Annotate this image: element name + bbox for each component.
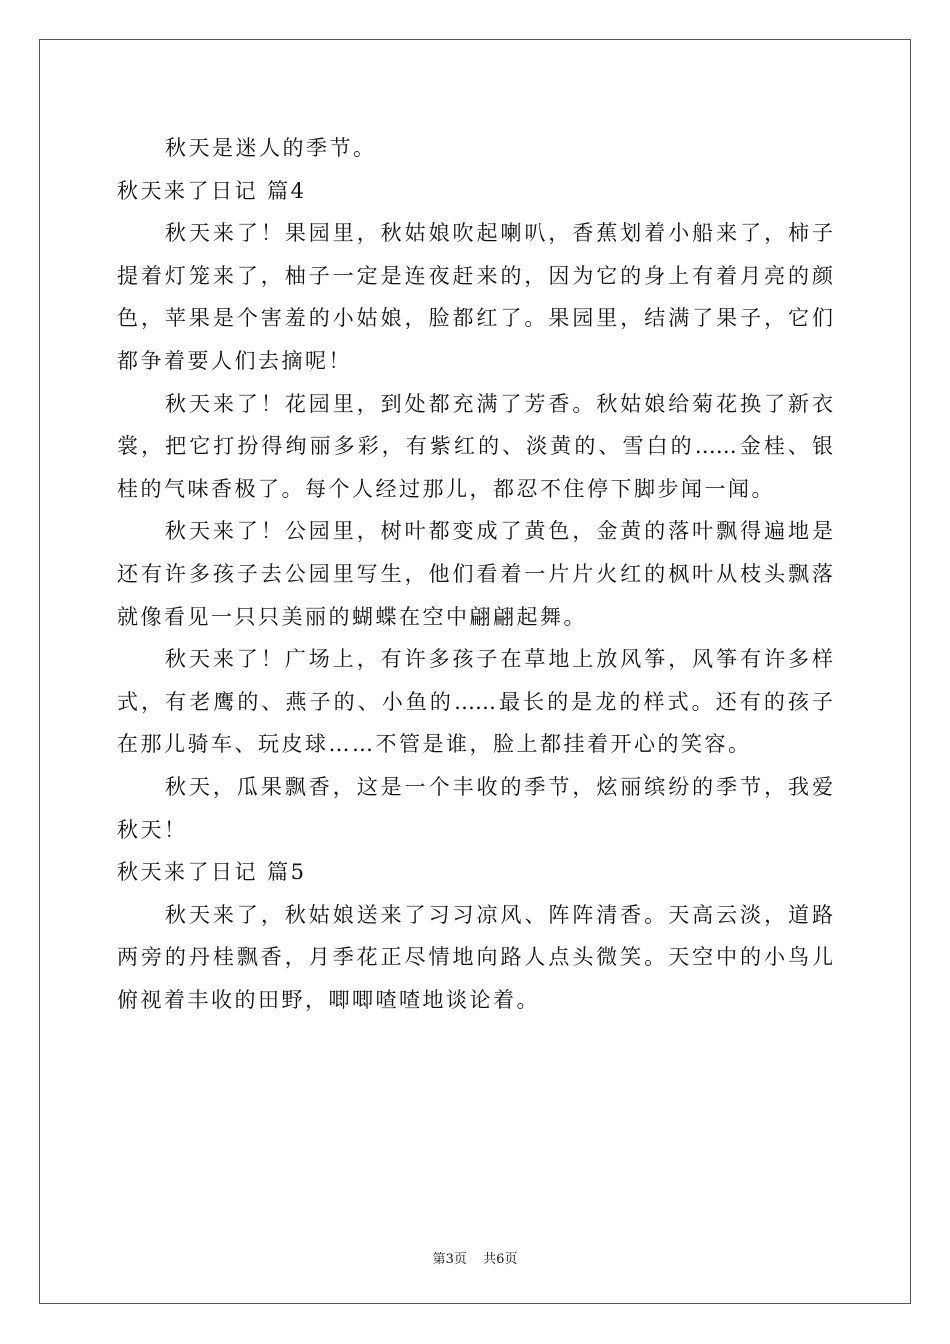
text-line: 就像看见一只只美丽的蝴蝶在空中翩翩起舞。: [117, 604, 587, 629]
text-line: 还有许多孩子去公园里写生，他们看着一片片火红的枫叶从枝头飘落: [117, 561, 833, 586]
section-heading: 秋天来了日记 篇4: [117, 178, 307, 203]
text-line: 秋天，瓜果飘香，这是一个丰收的季节，炫丽缤纷的季节，我爱: [165, 774, 833, 799]
text-line: 桂的气味香极了。每个人经过那儿，都忍不住停下脚步闻一闻。: [117, 476, 775, 501]
text-line: 都争着要人们去摘呢！: [117, 348, 352, 373]
total-pages: 共6页: [483, 1252, 518, 1267]
text-line: 裳，把它打扮得绚丽多彩，有紫红的、淡黄的、雪白的……金桂、银: [117, 434, 833, 459]
paragraph: [117, 766, 833, 851]
text-line: 两旁的丹桂飘香，月季花正尽情地向路人点头微笑。天空中的小鸟儿: [117, 945, 833, 970]
paragraph: [117, 638, 833, 766]
text-line: 式，有老鹰的、燕子的、小鱼的……最长的是龙的样式。还有的孩子: [117, 689, 833, 714]
section-heading: 秋天来了日记 篇5: [117, 860, 307, 885]
text-line: 秋天来了！果园里，秋姑娘吹起喇叭，香蕉划着小船来了，柿子: [165, 221, 833, 246]
text-line: 秋天来了！公园里，树叶都变成了黄色，金黄的落叶飘得遍地是: [165, 519, 833, 544]
text-line: 秋天来了！广场上，有许多孩子在草地上放风筝，风筝有许多样: [165, 647, 833, 672]
text-line: 在那儿骑车、玩皮球……不管是谁，脸上都挂着开心的笑容。: [117, 732, 752, 757]
text-line: 秋天是迷人的季节。: [165, 136, 377, 160]
document-body: [117, 127, 833, 1021]
paragraph: [117, 510, 833, 638]
page-number: 第3页: [432, 1252, 467, 1267]
text-line: 秋天！: [117, 817, 188, 842]
page-footer: [0, 1248, 950, 1267]
paragraph: [117, 383, 833, 511]
text-line: 提着灯笼来了，柚子一定是连夜赶来的，因为它的身上有着月亮的颜: [117, 263, 833, 288]
text-line: 秋天来了，秋姑娘送来了习习凉风、阵阵清香。天高云淡，道路: [165, 902, 833, 927]
text-line: 秋天来了！花园里，到处都充满了芳香。秋姑娘给菊花换了新衣: [165, 391, 833, 416]
text-line: 色，苹果是个害羞的小姑娘，脸都红了。果园里，结满了果子，它们: [117, 306, 833, 331]
text-line: 俯视着丰收的田野，唧唧喳喳地谈论着。: [117, 987, 540, 1012]
paragraph: [117, 894, 833, 1022]
paragraph: [117, 127, 833, 170]
paragraph: [117, 212, 833, 382]
